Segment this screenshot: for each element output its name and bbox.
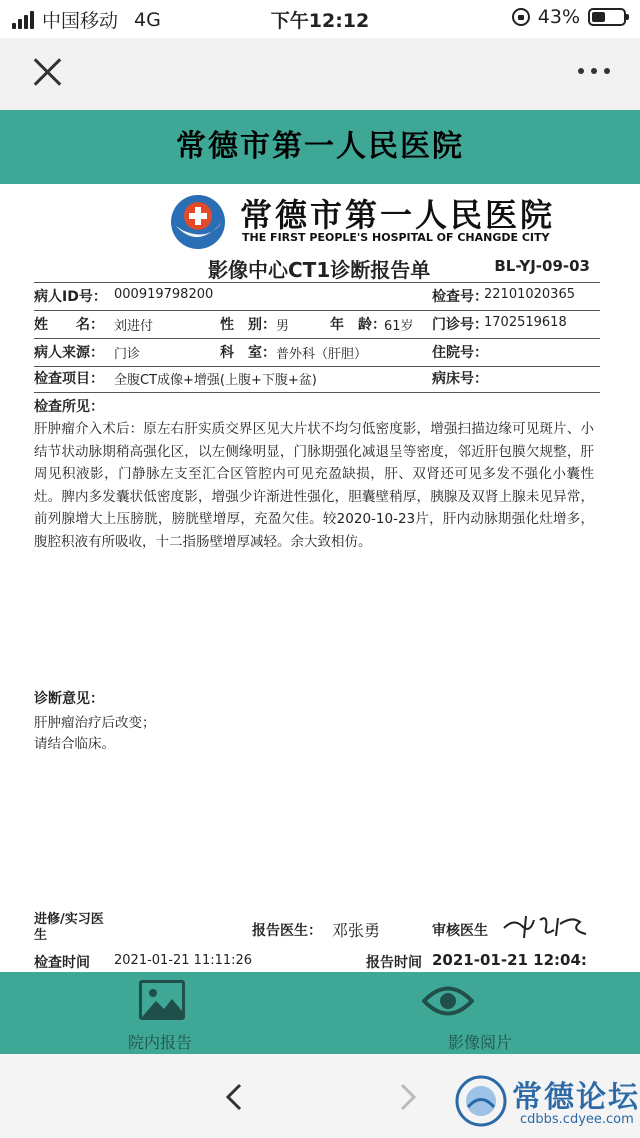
review-doctor-label: 审核医生 bbox=[432, 923, 488, 939]
battery-percent: 43% bbox=[537, 6, 580, 28]
battery-fill bbox=[592, 12, 605, 22]
inpatient-no-label: 住院号： bbox=[432, 345, 488, 361]
source-value: 门诊 bbox=[114, 347, 141, 362]
divider bbox=[34, 392, 600, 393]
page-title: 常德市第一人民医院 bbox=[0, 110, 640, 184]
name-value: 刘进付 bbox=[114, 319, 154, 334]
name-label: 姓 名： bbox=[34, 317, 104, 333]
info-row-1 bbox=[34, 282, 600, 310]
tab-hospital-report[interactable] bbox=[0, 972, 320, 1054]
patient-id-value: 000919798200 bbox=[114, 287, 214, 302]
report-doctor-label: 报告医生： bbox=[252, 923, 322, 939]
hospital-name-en: THE FIRST PEOPLE'S HOSPITAL OF CHANGDE CITY bbox=[242, 231, 550, 244]
close-button[interactable] bbox=[32, 56, 64, 88]
age-label: 年 龄： bbox=[330, 317, 386, 333]
outpatient-no-value: 1702519618 bbox=[484, 315, 567, 330]
findings-heading: 检查所见： bbox=[34, 399, 104, 415]
report-code: BL-YJ-09-03 bbox=[494, 257, 590, 275]
eye-icon bbox=[422, 984, 474, 1018]
diagnosis-line-2: 请结合临床。 bbox=[34, 736, 115, 752]
watermark-url: cdbbs.cdyee.com bbox=[520, 1112, 634, 1127]
hospital-logo-icon bbox=[168, 192, 228, 252]
image-icon bbox=[139, 980, 185, 1020]
diagnosis-line-1: 肝肿瘤治疗后改变； bbox=[34, 715, 156, 731]
battery-icon bbox=[588, 8, 626, 26]
report-doctor-value: 邓张勇 bbox=[332, 921, 381, 940]
tab-label: 影像阅片 bbox=[447, 1033, 512, 1052]
report-time-value: 2021-01-21 12:04: bbox=[432, 951, 587, 969]
source-label: 病人来源： bbox=[34, 345, 104, 361]
report-document bbox=[0, 184, 640, 972]
sex-label: 性 别： bbox=[220, 317, 276, 333]
info-row-3 bbox=[34, 338, 600, 366]
bottom-tab-bar bbox=[0, 972, 640, 1054]
rotation-lock-icon bbox=[512, 8, 530, 26]
hospital-name-cn: 常德市第一人民医院 bbox=[240, 196, 556, 234]
bed-no-label: 病床号： bbox=[432, 371, 488, 387]
trainee-label: 进修/实习医生 bbox=[34, 912, 104, 943]
tab-image-viewer[interactable] bbox=[320, 972, 640, 1054]
exam-no-value: 22101020365 bbox=[484, 287, 575, 302]
review-doctor-signature bbox=[500, 910, 592, 942]
more-menu-button[interactable] bbox=[578, 68, 610, 74]
exam-time-value: 2021-01-21 11:11:26 bbox=[114, 953, 253, 968]
back-button[interactable] bbox=[220, 1082, 250, 1112]
exam-time-label: 检查时间 bbox=[34, 955, 90, 971]
diagnosis-heading: 诊断意见： bbox=[34, 691, 104, 707]
dept-label: 科 室： bbox=[220, 345, 276, 361]
network-label: 4G bbox=[134, 8, 161, 31]
dept-value: 普外科（肝胆） bbox=[276, 347, 368, 362]
sex-value: 男 bbox=[276, 319, 290, 334]
watermark-title: 常德论坛 bbox=[512, 1080, 640, 1115]
age-value: 61岁 bbox=[384, 319, 414, 334]
exam-no-label: 检查号： bbox=[432, 289, 488, 305]
findings-text: 肝肿瘤介入术后：原左右肝实质交界区见大片状不均匀低密度影，增强扫描边缘可见斑片、小结节状动脉期稍高强化区，以左侧缘明显，门脉期强化减退呈等密度，邻近肝包膜欠规整，肝周见积液影，门静脉左支至汇合区管腔内可见充盈缺损，肝、双肾还可见多发不强化小囊性灶。脾内多发囊状低密度影，增强少许渐进性强化，胆囊壁稍厚，胰腺及双肾上腺未见异常，前列腺增大上压膀胱，膀胱壁增厚，充盈欠佳。较2020-10-23片，肝内动脉期强化灶增多，腹腔积液有所吸收，十二指肠壁增厚减轻。余大致相仿。 bbox=[34, 421, 594, 550]
status-time: 下午12:12 bbox=[270, 10, 370, 32]
browser-header bbox=[0, 38, 640, 110]
carrier-label: 中国移动 bbox=[42, 10, 119, 32]
outpatient-no-label: 门诊号： bbox=[432, 317, 488, 333]
browser-bottom-bar bbox=[0, 1054, 640, 1138]
report-title: 影像中心CT1诊断报告单 bbox=[208, 258, 431, 282]
patient-id-label: 病人ID号： bbox=[34, 289, 107, 305]
exam-item-value: 全腹CT成像+增强(上腹+下腹+盆) bbox=[114, 373, 317, 388]
watermark-logo-icon bbox=[454, 1074, 508, 1128]
report-time-label: 报告时间 bbox=[366, 955, 422, 971]
exam-item-label: 检查项目： bbox=[34, 371, 104, 387]
status-bar bbox=[0, 0, 640, 38]
info-row-2 bbox=[34, 310, 600, 338]
info-row-4 bbox=[34, 364, 600, 392]
forward-button[interactable] bbox=[392, 1082, 422, 1112]
tab-label: 院内报告 bbox=[127, 1033, 192, 1052]
